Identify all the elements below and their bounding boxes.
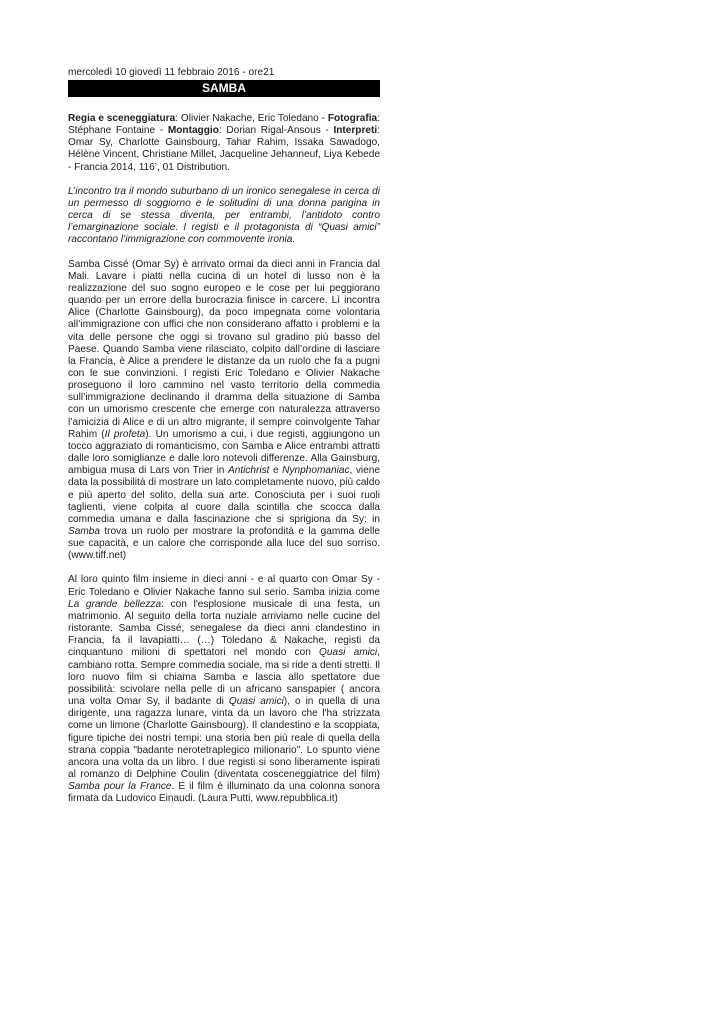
fotografia-label: Fotografia — [327, 113, 378, 124]
review1-italic-3: Nynphomaniac — [282, 465, 350, 477]
montaggio-label: Montaggio — [167, 125, 219, 137]
review1-text-4: , viene data la possibilità di mostrare un lato completamente nuovo, più caldo e più aperto del solito, della sua arte. Conosciuta per i suoi ruoli taglienti, viene colpita al cuore dalla scintilla che scocca dalla commedia umana e dalla fascinazione che si sprigiona da Sy: in — [68, 465, 380, 525]
review-paragraph-repubblica — [68, 574, 380, 805]
review-paragraph-tiff — [68, 259, 380, 563]
review2-italic-3: Quasi amici — [228, 696, 284, 708]
regia-label: Regia e sceneggiatura — [68, 113, 176, 124]
interpreti-label: Interpreti — [333, 125, 378, 137]
review1-text-1: Samba Cissé (Omar Sy) è arrivato ormai da dieci anni in Francia dal Mali. Lavare i piatti nella cucina di un hotel di lusso non è la realizzazione del suo sogno europeo e le cose per lui peggiorano quando per un errore della burocrazia finisce in carcere. Lì incontra Alice (Charlotte Gainsbourg), da poco impegnata come volontaria all’immigrazione con uffici che non considerano affatto i problemi e la vita delle persone che oggi si trovano sul gradino più basso del Paese. Quando Samba viene rilasciato, colpito dall’ordine di lasciare la Francia, è Alice a prendere le distanze da un ruolo che fa a pugni con le sue convinzioni. I registi Eric Toledano e Olivier Nakache proseguono il loro cammino nel vasto territorio della commedia sull’immigrazione declinando il dramma della situazione di Samba con un umorismo crescente che emerge con naturalezza attraverso l’amicizia di Alice e di un altro migrante, il sempre coinvolgente Tahar Rahim ( — [68, 258, 380, 440]
review2-text-2: : con l'esplosione musicale di una festa, un matrimonio. Al seguito della torta nuziale arriviamo nelle cucine del ristorante. Samba Cissé, senegalese da dieci anni clandestino in Francia, fa il lavapiatti… (…) Toledano & Nakache, registi da cinquantuno milioni di spettatori nel mondo con — [68, 598, 380, 659]
montaggio-value: : Dorian Rigal-Ansous - — [218, 125, 334, 137]
review2-italic-4: Samba pour la France — [68, 781, 172, 793]
review1-text-2: ). Un umorismo a cui, i due registi, aggiungono un tocco aggraziato di romanticismo, con Samba e Alice entrambi attratti dalle loro somiglianze e dalle loro notevoli differenze. Alla Gainsburg, ambigua musa di Lars von Trier in — [68, 428, 380, 477]
review1-italic-2: Antichrist — [227, 465, 270, 477]
review1-text-3: e — [269, 465, 283, 477]
interpreti-value: : Omar Sy, Charlotte Gainsbourg, Tahar Rahim, Issaka Sawadogo, Hélène Vincent, Christiane Millet, Jacqueline Jehanneuf, Liya Kebede - Francia 2014, 116’, 01 Distribution. — [68, 125, 380, 173]
review2-text-5: . E il film è illuminato da una colonna sonora firmata da Ludovico Einaudi. (Laura Putti, www.repubblica.it) — [68, 781, 380, 805]
review1-text-5: trova un ruolo per mostrare la profondità e la gamma delle sue capacità, e un calore che corrisponde alla luce del suo sorriso. (www.tiff.net) — [68, 526, 380, 562]
intro-paragraph: L’incontro tra il mondo suburbano di un ironico senegalese in cerca di un permesso di soggiorno e le solitudini di una donna parigina in cerca di se stessa diventa, per entrambi, l’antidoto contro l’emarginazione sociale. I registi e il protagonista di “Quasi amici” raccontano l’immigrazione con commovente ironia. — [68, 185, 380, 246]
review2-text-1: Al loro quinto film insieme in dieci anni - e al quarto con Omar Sy - Eric Toledano e Olivier Nakache fanno sul serio. Samba inizia come — [68, 574, 380, 598]
review2-italic-1: La grande bellezza — [68, 598, 162, 610]
film-title: SAMBA — [68, 80, 380, 97]
regia-value: : Olivier Nakache, Eric Toledano - — [175, 113, 328, 124]
fotografia-value: : Stéphane Fontaine - — [68, 113, 380, 137]
screening-date: mercoledì 10 giovedì 11 febbraio 2016 - ore21 — [68, 67, 275, 78]
film-credits — [68, 113, 380, 174]
review2-text-4: ), o in quella di una dirigente, una ragazza lunare, vinta da un lavoro che l'ha strizzata come un limone (Charlotte Gainsbourg). Il clandestino e la scoppiata, figure tipiche dei nostri tempi: una storia ben più reale di quella della strana coppia "badante nerotetraplegico milionario". Lo spunto viene ancora una volta da un libro. I due registi si sono liberamente ispirati al romanzo di Delphine Coulin (diventata cosceneggiatrice del film) — [68, 696, 380, 780]
article-column — [68, 67, 380, 805]
review2-text-3: , cambiano rotta. Sempre commedia sociale, ma si ride a denti stretti. Il loro nuovo film si chiama Samba e lascia allo spettatore due possibilità: scivolare nella pelle di un africano sanspapier ( ancora una volta Omar Sy, il badante di — [68, 647, 380, 708]
review1-italic-4: Samba — [68, 526, 100, 537]
review2-italic-2: Quasi amici — [319, 647, 378, 659]
review1-italic-1: Il profeta — [104, 428, 146, 440]
